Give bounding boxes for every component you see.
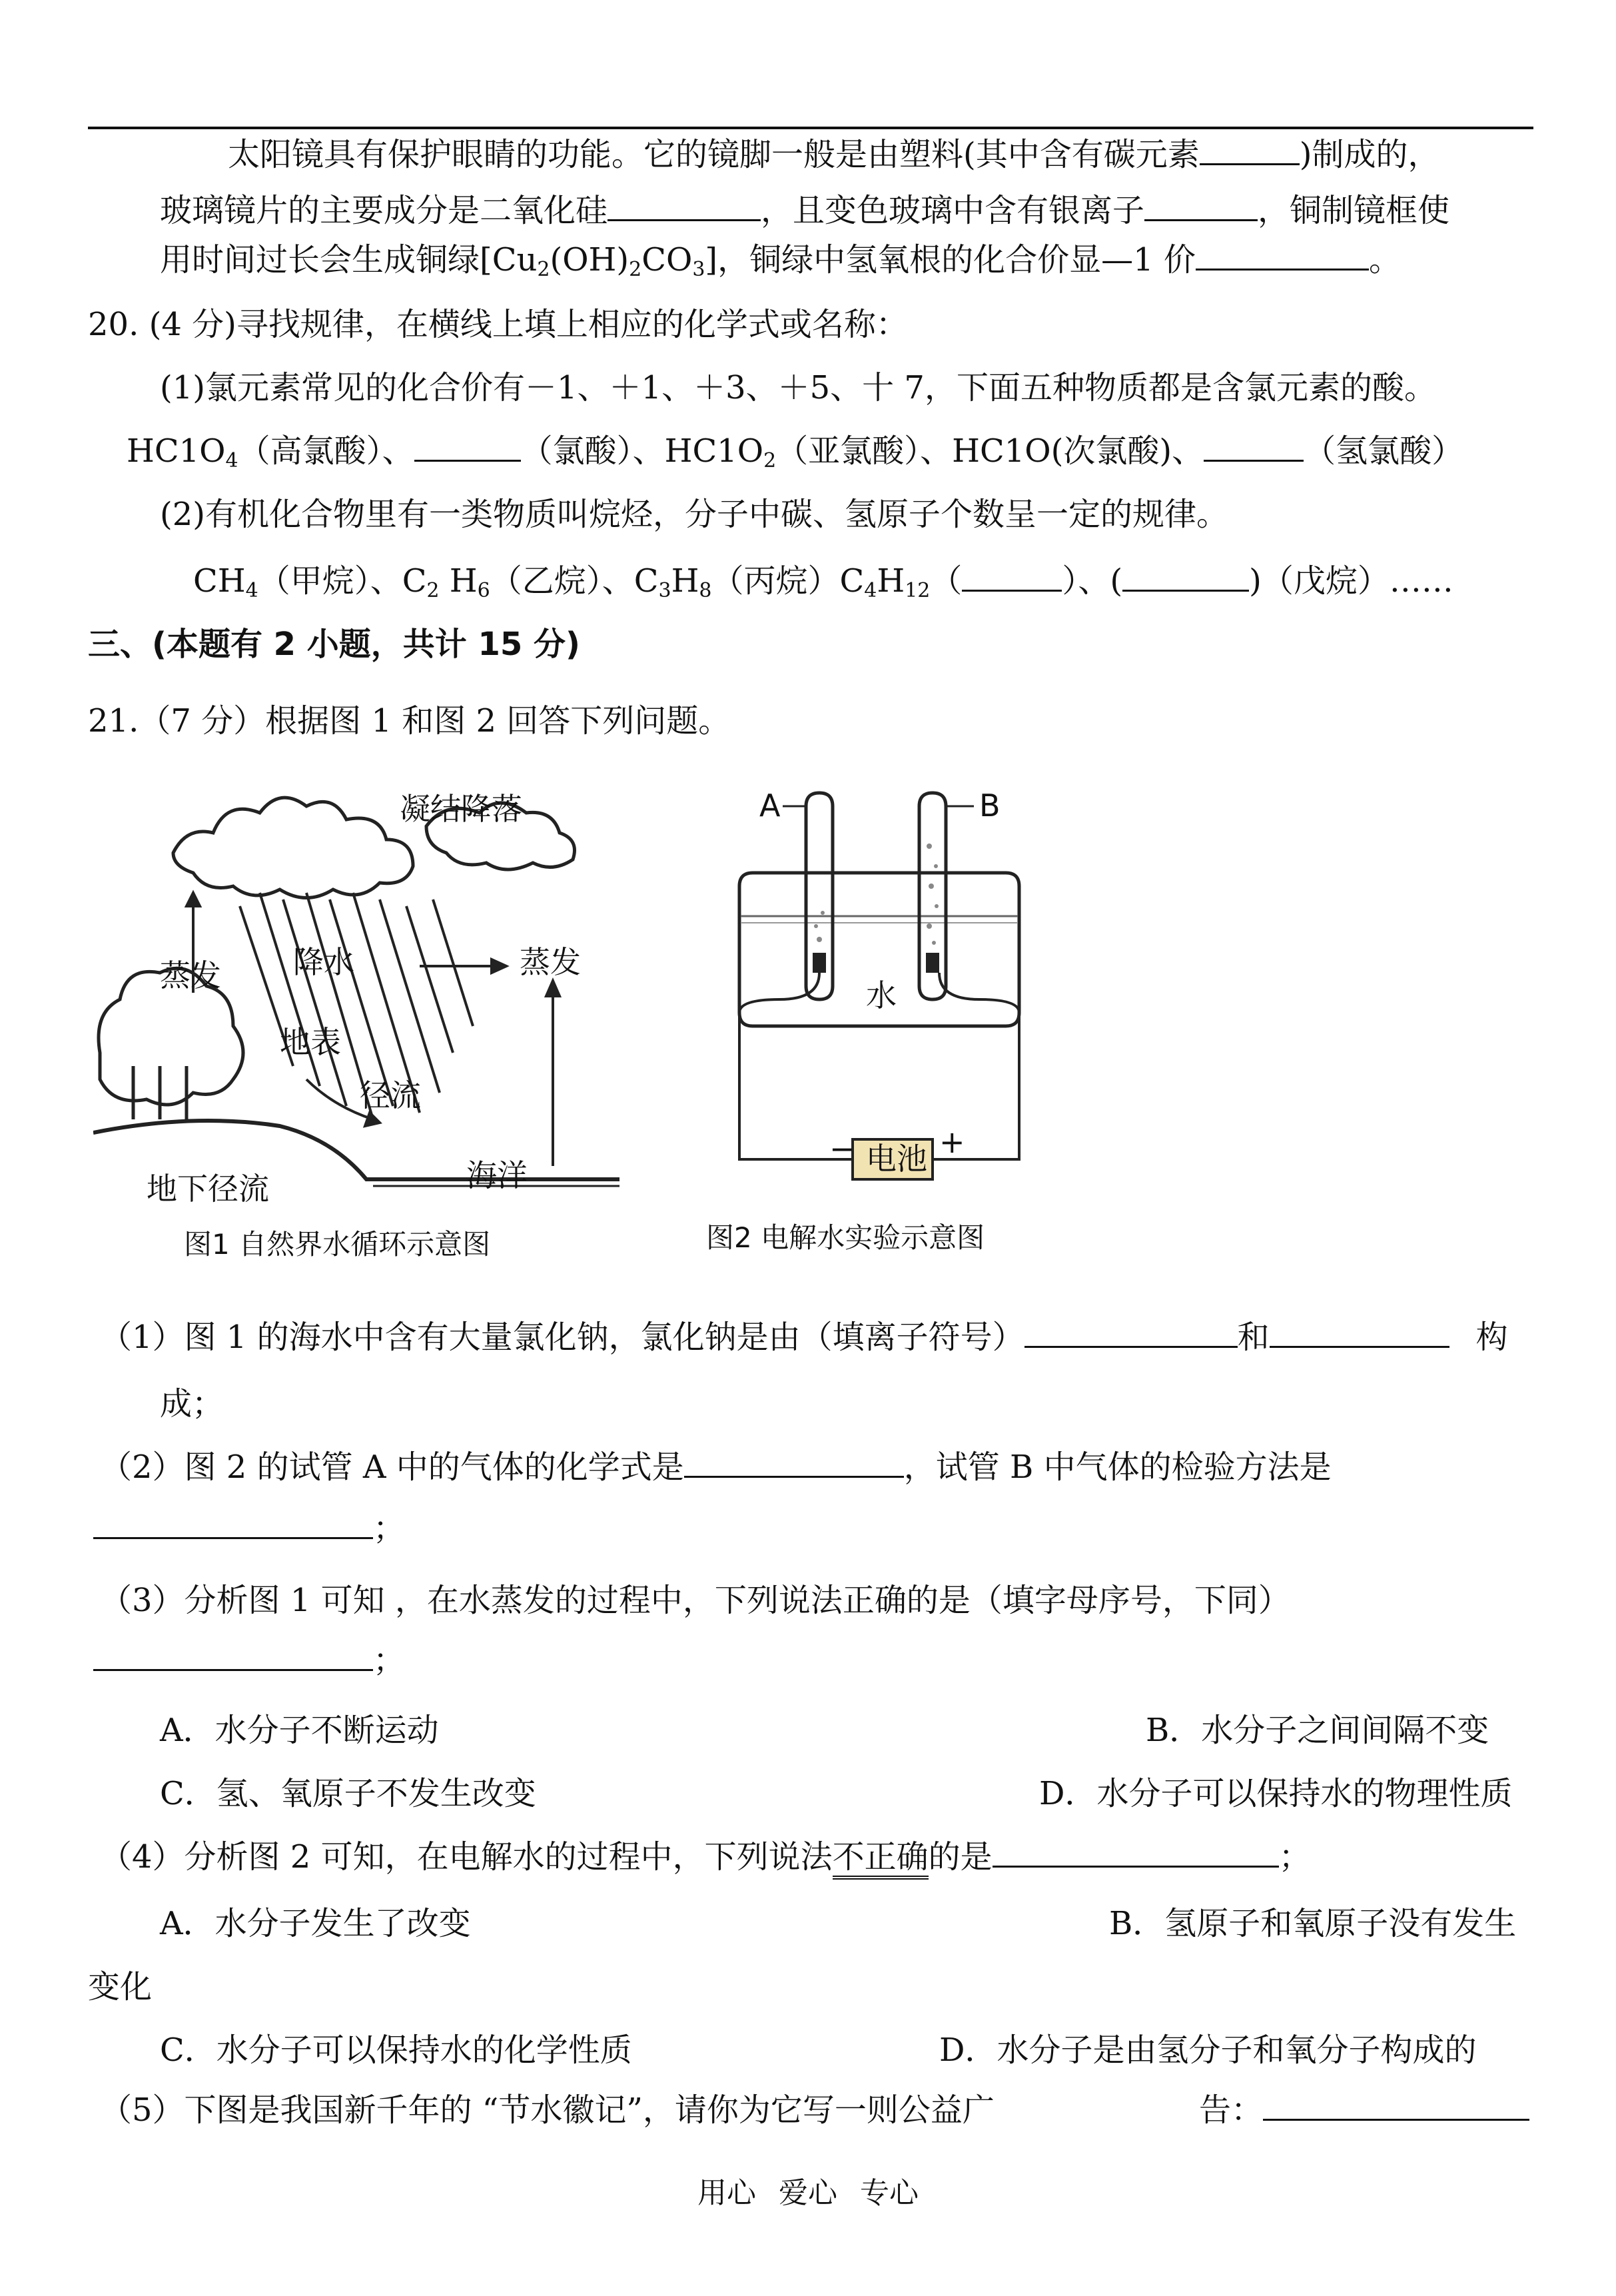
answer-blank[interactable] (1200, 134, 1300, 165)
answer-blank[interactable] (1024, 1317, 1238, 1348)
answer-blank[interactable] (1196, 239, 1369, 271)
electrode (926, 953, 939, 973)
q20-heading: 20. (4 分)寻找规律，在横线上填上相应的化学式或名称： (88, 306, 908, 343)
q21-p3-option-c[interactable]: C．氢、氧原子不发生改变 (160, 1775, 536, 1812)
answer-blank[interactable] (93, 1508, 373, 1539)
fig1-label: 径流 (360, 1077, 421, 1113)
q21-p3-option-a[interactable]: A．水分子不断运动 (160, 1712, 439, 1749)
section-3-heading: 三、(本题有 2 小题，共计 15 分) (88, 626, 580, 663)
answer-blank[interactable] (1204, 430, 1304, 462)
answer-blank[interactable] (1122, 560, 1249, 592)
q21-p3-option-d[interactable]: D．水分子可以保持水的物理性质 (1039, 1775, 1513, 1812)
q21-part1: （1）图 1 的海水中含有大量氯化钠，氯化钠是由（填离子符号） 和 构 (100, 1316, 1508, 1359)
fig1-caption: 图1 自然界水循环示意图 (184, 1228, 491, 1261)
rain-streaks (240, 893, 473, 1119)
water-cycle-figure (93, 773, 626, 1213)
arrows (187, 893, 560, 1166)
answer-blank[interactable] (1144, 190, 1258, 221)
q20-alkanes-line: $CH_4$（甲烷）、$C_2$ $H_6$（乙烷）、$C_3H_8$（丙烷）$C_4H_{12}$（ ）、( )（戊烷）…… (193, 560, 1453, 602)
q20-part2: (2)有机化合物里有一类物质叫烷烃，分子中碳、氢原子个数呈一定的规律。 (160, 496, 1228, 533)
q21-heading: 21.（7 分）根据图 1 和图 2 回答下列问题。 (88, 702, 731, 740)
q21-part1-cont: 成； (160, 1385, 224, 1423)
fig1-label: 蒸发 (520, 944, 581, 980)
fig1-label: 降水 (293, 944, 354, 980)
water-label: 水 (866, 977, 897, 1013)
answer-blank[interactable] (1270, 1317, 1449, 1348)
intro-line-1: 太阳镜具有保护眼睛的功能。它的镜脚一般是由塑料(其中含有碳元素 )制成的， (228, 133, 1439, 176)
battery-minus: − (829, 1131, 855, 1167)
page-footer: 用心 爱心 专心 (697, 2176, 919, 2210)
q21-part5-end: 告： (1199, 2089, 1529, 2131)
test-tubes (806, 793, 946, 999)
q21-part2-cont: ； (93, 1507, 405, 1550)
answer-blank[interactable] (993, 1836, 1279, 1868)
battery-plus: + (939, 1124, 965, 1160)
answer-blank[interactable] (414, 430, 521, 462)
tube-a-label: A (759, 788, 781, 824)
header-rule (88, 127, 1533, 129)
q21-part2: （2）图 2 的试管 A 中的气体的化学式是 ，试管 B 中气体的检验方法是 (100, 1446, 1332, 1488)
electrode (813, 953, 826, 973)
answer-blank[interactable] (684, 1446, 904, 1478)
fig2-caption: 图2 电解水实验示意图 (706, 1221, 985, 1254)
answer-blank[interactable] (93, 1640, 373, 1671)
electrolysis-figure (699, 780, 1059, 1206)
q21-part4: （4）分析图 2 可知，在电解水的过程中，下列说法不正确的是 ； (100, 1836, 1311, 1878)
fig1-label: 凝结降落 (400, 791, 522, 827)
fig1-label: 蒸发 (160, 957, 221, 993)
q21-p4-option-c[interactable]: C．水分子可以保持水的化学性质 (160, 2031, 632, 2069)
answer-blank[interactable] (1263, 2089, 1529, 2121)
q21-part3-cont: ； (93, 1639, 405, 1682)
q21-p4-option-b[interactable]: B．氢原子和氧原子没有发生 (1109, 1905, 1517, 1942)
q20-part1: (1)氯元素常见的化合价有－1、＋1、＋3、＋5、十 7，下面五种物质都是含氯元素的酸。 (160, 369, 1436, 406)
intro-line-2: 玻璃镜片的主要成分是二氧化硅 ，且变色玻璃中含有银离子 ，铜制镜框使 (160, 189, 1449, 232)
intro-line-3: 用时间过长会生成铜绿$[Cu_2(OH)_2CO_3]$，铜绿中氢氧根的化合价显—1 价 。 (160, 239, 1401, 281)
answer-blank[interactable] (607, 190, 761, 221)
q21-p3-option-b[interactable]: B．水分子之间间隔不变 (1146, 1712, 1489, 1749)
answer-blank[interactable] (962, 560, 1062, 592)
fig1-label: 地表 (280, 1024, 341, 1060)
q21-part5: （5）下图是我国新千年的 “节水徽记”，请你为它写一则公益广 (100, 2091, 995, 2129)
battery-label: 电池 (866, 1141, 927, 1177)
fig1-label: 海洋 (466, 1157, 528, 1193)
q21-part3: （3）分析图 1 可知 ，在水蒸发的过程中，下列说法正确的是（填字母序号，下同） (100, 1582, 1290, 1619)
q21-p4-option-b-cont: 变化 (88, 1968, 153, 2006)
q20-acids-line: $HC1O_4$（高氯酸）、 （氯酸）、$HC1O_2$（亚氯酸）、HC1O(次氯酸)、 （氢氯酸） (127, 430, 1463, 472)
fig1-label: 地下径流 (147, 1171, 269, 1207)
q21-p4-option-d[interactable]: D．水分子是由氢分子和氧分子构成的 (939, 2031, 1477, 2069)
tube-b-label: B (979, 788, 1001, 824)
q21-p4-option-a[interactable]: A．水分子发生了改变 (160, 1905, 471, 1942)
